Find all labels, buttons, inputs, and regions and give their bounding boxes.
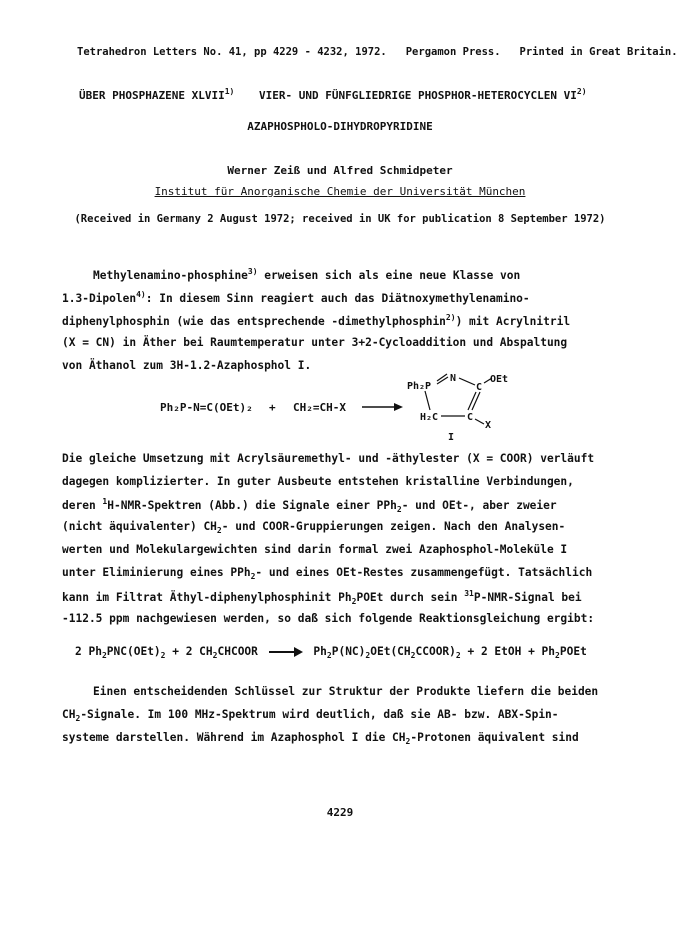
title-part1: ÜBER PHOSPHAZENE XLVII$^{1)}$	[79, 87, 235, 102]
reaction-arrow-head	[394, 403, 403, 411]
publisher: Pergamon Press.	[405, 46, 501, 58]
bond-c-x	[475, 419, 484, 424]
bond-n-c	[459, 378, 475, 385]
ring-ph2p: Ph₂P	[407, 381, 432, 392]
para1-line5: von Äthanol zum 3H-1.2-Azaphosphol I.	[62, 359, 312, 372]
title-ref1: 1)	[224, 87, 235, 96]
reactant-phosphazene: Ph₂P-N=C(OEt)₂	[160, 401, 253, 414]
bond-c-c-double	[468, 392, 476, 410]
equation-arrow	[269, 647, 303, 657]
ring-oet: OEt	[490, 374, 509, 385]
journal-header	[77, 46, 678, 58]
para1-line2: 1.3-Dipolen$^{4)}$: In diesem Sinn reagiert auch das Diätnoxymethylenamino-	[62, 290, 530, 305]
para1-line3: diphenylphosphin (wie das entsprechende -dimethylphosphin$^{2)}$) mit Acrylnitril	[62, 313, 571, 328]
title-part2: VIER- UND FÜNFGLIEDRIGE PHOSPHOR-HETEROCYCLEN VI$^{2)}$	[259, 87, 587, 102]
para2-line5: werten und Molekulargewichten sind darin formal zwei Azaphosphol-Moleküle I	[62, 543, 568, 556]
ring-h2c: H₂C	[420, 412, 439, 423]
page-number: 4229	[326, 806, 354, 819]
para1-line4: (X = CN) in Äther bei Raumtemperatur unter 3+2-Cycloaddition und Abspaltung	[62, 336, 568, 349]
reaction-equation: 2 $Ph_2PNC(OEt)_2 + 2$ $CH_2CHCOOR$ $Ph_2P(NC)_2OEt(CH_2CCOOR)_2 + 2$ EtOH + $Ph_2POEt$	[75, 645, 587, 660]
citation: Tetrahedron Letters No. 41, pp 4229 - 4232, 1972.	[77, 46, 387, 58]
para2-line7: kann im Filtrat Äthyl-diphenylphosphinit $Ph_2POEt$ durch sein $^{31}$P-NMR-Signal bei	[62, 589, 582, 606]
para2-line2: dagegen komplizierter. In guter Ausbeute entstehen kristalline Verbindungen,	[62, 475, 574, 488]
para1-line1: Methylenamino-phosphine$^{3)}$ erweisen sich als eine neue Klasse von	[93, 267, 521, 282]
institution: Institut für Anorganische Chemie der Universität München	[154, 185, 526, 198]
bond-c-c	[472, 392, 480, 410]
title-ref2: 2)	[576, 87, 587, 96]
para2-line8: -112.5 ppm nachgewiesen werden, so daß sich folgende Reaktionsgleichung ergibt:	[62, 612, 595, 625]
para2-line6: unter Eliminierung eines PPh$_2$- und eines OEt-Restes zusammengefügt. Tatsächlich	[62, 566, 593, 581]
authors: Werner Zeiß und Alfred Schmidpeter	[227, 164, 453, 177]
subtitle: AZAPHOSPHOLO-DIHYDROPYRIDINE	[247, 120, 433, 133]
ring-x: X	[485, 420, 492, 431]
compound-label: I	[448, 432, 455, 443]
reaction-scheme	[0, 370, 680, 452]
ring-n: N	[450, 373, 457, 384]
para2-line4: (nicht äquivalenter) $CH_2-$ und COOR-Gruppierungen zeigen. Nach den Analysen-	[62, 520, 566, 535]
bond-p-n-double	[437, 374, 447, 381]
reactant-alkene: CH₂=CH-X	[293, 401, 346, 414]
ring-c1: C	[476, 382, 483, 393]
bond-p-ch2	[425, 391, 430, 410]
received-note: (Received in Germany 2 August 1972; received in UK for publication 8 September 1972)	[74, 213, 606, 225]
plus-sign: +	[269, 401, 276, 414]
para2-line3: deren $^1$H-NMR-Spektren (Abb.) die Signale einer PPh$_2$- und OEt-, aber zweier	[62, 497, 557, 514]
para2-line1: Die gleiche Umsetzung mit Acrylsäuremethyl- und -äthylester (X = COOR) verläuft	[62, 452, 595, 465]
para3-line3: systeme darstellen. Während im Azaphosphol I die $CH_2$-Protonen äquivalent sind	[62, 731, 579, 746]
para3-line1: Einen entscheidenden Schlüssel zur Struktur der Produkte liefern die beiden	[93, 685, 599, 698]
para3-line2: $CH_2$-Signale. Im 100 MHz-Spektrum wird deutlich, daß sie AB- bzw. ABX-Spin-	[62, 708, 559, 723]
printed-note: Printed in Great Britain.	[519, 46, 678, 58]
ring-c2: C	[467, 412, 474, 423]
